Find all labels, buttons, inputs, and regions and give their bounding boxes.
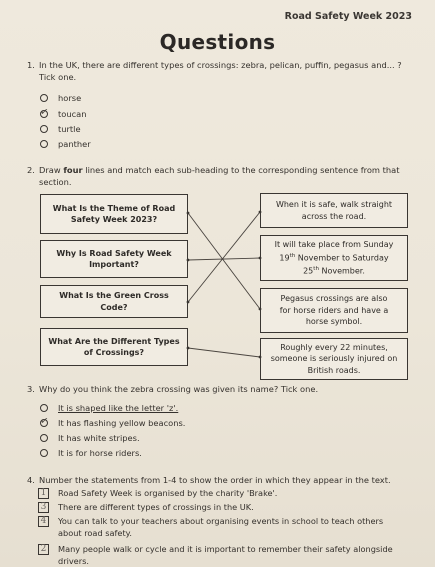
radio-circle[interactable] [40,404,48,412]
q3-option-label: It has flashing yellow beacons. [58,418,186,428]
question-3-number: 3. [27,384,35,394]
q3-option-label: It is shaped like the letter 'z'. [58,403,179,413]
q1-option-label: toucan [58,109,87,119]
question-1 [27,60,402,83]
match-line-3 [188,212,260,302]
page-title: Questions [159,30,276,54]
match-right-box-4[interactable]: Roughly every 22 minutes, someone is seriously injured on British roads. [260,338,408,380]
radio-circle[interactable] [40,94,48,102]
match-left-box-4[interactable]: What Are the Different Types of Crossings? [40,328,188,366]
q4-statement-1: 1 Road Safety Week is organised by the charity 'Brake'. [38,488,413,500]
match-right-box-3[interactable]: Pegasus crossings are also for horse riders and have a horse symbol. [260,288,408,333]
q4-statement-2: 3 There are different types of crossings in the UK. [38,502,413,514]
tick-mark-icon: ✓ [39,415,50,428]
radio-circle[interactable] [40,125,48,133]
radio-circle[interactable] [40,140,48,148]
question-2-bold-word: four [63,165,83,175]
q3-option-label: It has white stripes. [58,433,140,443]
q3-option-2[interactable] [39,415,186,428]
number-box[interactable]: 3 [38,502,49,513]
question-3-text: Why do you think the zebra crossing was given its name? Tick one. [39,384,319,394]
q1-option-horse[interactable] [40,93,81,103]
match-left-box-1[interactable]: What Is the Theme of Road Safety Week 2023? [40,194,188,234]
q1-option-label: horse [58,93,82,103]
question-4 [27,475,402,487]
match-right-box-2[interactable]: It will take place from Sunday 19th November to Saturday 25th November. [260,235,408,281]
q3-option-1[interactable] [40,403,178,413]
q1-option-toucan[interactable] [39,106,87,119]
match-line-4 [188,348,260,357]
question-2-number: 2. [27,165,35,175]
question-1-number: 1. [27,60,35,70]
tick-mark-icon: ✓ [39,106,50,119]
match-right-box-1[interactable]: When it is safe, walk straight across the road. [260,193,408,228]
radio-circle[interactable] [39,415,50,428]
q3-option-3[interactable] [40,433,140,443]
q3-option-4[interactable] [40,448,142,458]
header-tag: Road Safety Week 2023 [284,11,412,22]
q3-option-label: It is for horse riders. [58,448,142,458]
question-3 [27,384,402,396]
q1-option-label: turtle [58,124,81,134]
question-4-text: Number the statements from 1-4 to show the order in which they appear in the text. [39,475,391,485]
question-1-text: In the UK, there are different types of crossings: zebra, pelican, puffin, pegasus and... ? [39,60,402,70]
number-box[interactable]: 1 [38,488,49,499]
q1-option-panther[interactable] [40,139,91,149]
question-4-number: 4. [27,475,35,485]
match-line-2 [188,258,260,260]
radio-circle[interactable] [40,449,48,457]
q4-statement-3: 4 You can talk to your teachers about organising events in school to teach others about road safety. [38,516,413,539]
q1-option-label: panther [58,139,91,149]
question-2: 2. Draw four lines and match each sub-heading to the corresponding sentence from that section. [27,165,400,187]
number-box[interactable]: 2 [38,544,49,555]
radio-circle[interactable] [40,434,48,442]
match-left-box-3[interactable]: What Is the Green Cross Code? [40,285,188,318]
radio-circle[interactable] [39,106,50,119]
match-left-box-2[interactable]: Why Is Road Safety Week Important? [40,240,188,278]
question-1-instruction: Tick one. [39,71,77,82]
number-box[interactable]: 4 [38,516,49,527]
q1-option-turtle[interactable] [40,124,81,134]
match-line-1 [188,213,260,309]
q4-statement-4: 2 Many people walk or cycle and it is important to remember their safety alongside drivers. [38,544,413,567]
